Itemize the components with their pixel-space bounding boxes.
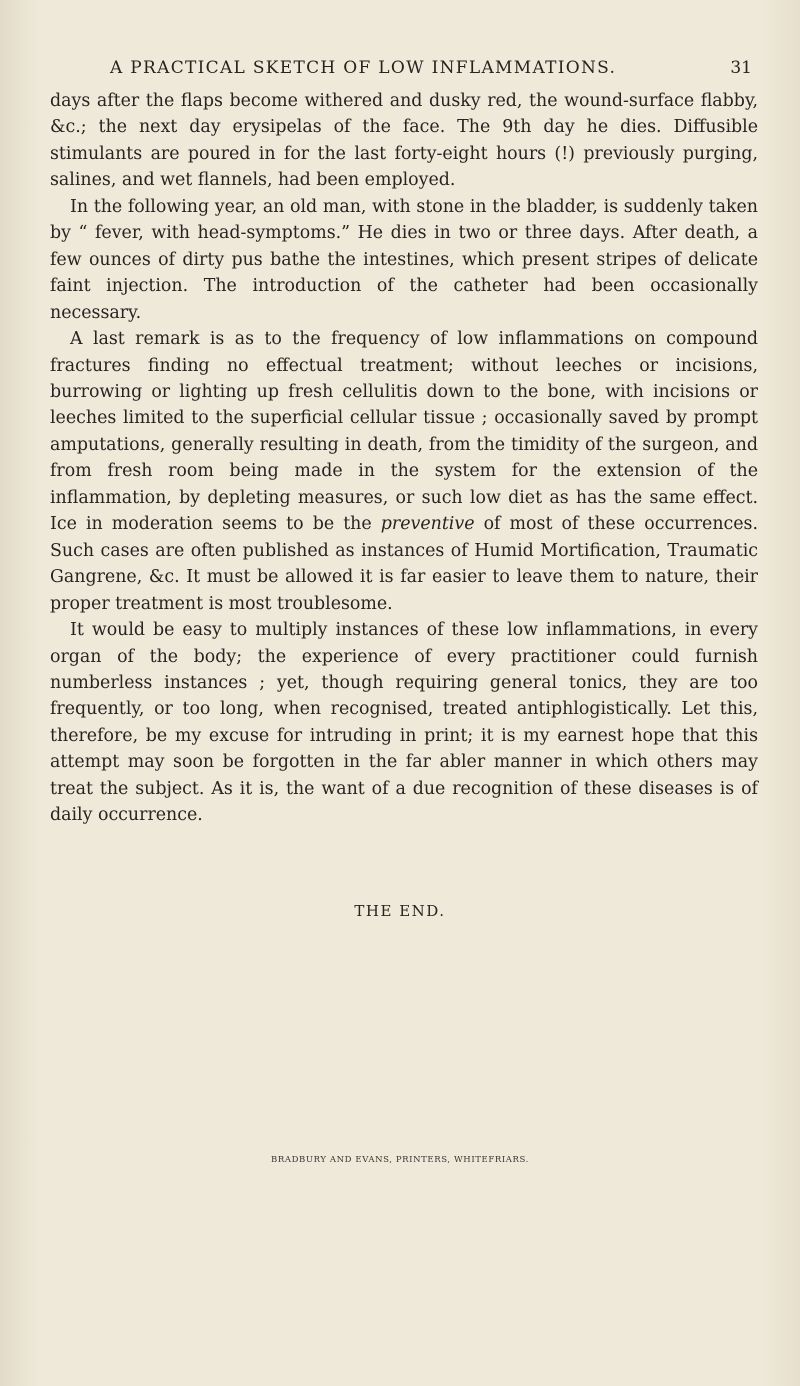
body-text xyxy=(50,88,758,829)
paragraph-bladder-case: In the following year, an old man, with stone in the bladder, is suddenly taken by “ fever, with head-symptoms.” He dies in two or three days. After death, a few ounces of dirty pus bathe the intestines, which present stripes of delicate faint injection. The introduction of the catheter had been occasionally necessary. xyxy=(50,196,758,323)
running-title: A PRACTICAL SKETCH OF LOW INFLAMMATIONS. xyxy=(110,58,617,78)
emphasis-preventive: preventive xyxy=(380,514,475,535)
running-head xyxy=(100,58,752,88)
paragraph-compound-fractures-part-2: of most of these occurrences. Such cases are often published as instances of Humid Mortification, Traumatic Gangrene, &c. It must be allowed it is far easier to leave them to nature, their proper treatment is most troublesome. xyxy=(50,514,759,614)
paragraph-compound-fractures-part-1: A last remark is as to the frequency of low inflammations on compound fractures finding no effectual treatment; without leeches or incisions, burrowing or lighting up fresh cellulitis down to the bone, with incisions or leeches limited to the superficial cellular tissue ; occasionally saved by prompt amputations, generally resulting in death, from the timidity of the surgeon, and from fresh room being made in the system for the extension of the inflammation, by depleting measures, or such low diet as has the same effect. Ice in moderation seems to be the xyxy=(50,329,758,535)
page-number: 31 xyxy=(730,58,752,78)
paragraph-continued: days after the flaps become withered and dusky red, the wound-surface flabby, &c.; the next day erysipelas of the face. The 9th day he dies. Diffusible stimulants are poured in for the last forty-eight hours (!) previously purging, salines, and wet flannels, had been employed. xyxy=(50,91,758,191)
printer-imprint: BRADBURY AND EVANS, PRINTERS, WHITEFRIARS. xyxy=(271,1155,529,1165)
paragraph-conclusion: It would be easy to multiply instances of these low inflammations, in every organ of the body; the experience of every practitioner could furnish numberless instances ; yet, though requiring general tonics, they are too frequently, or too long, when recognised, treated antiphlogistically. Let this, therefore, be my excuse for intruding in print; it is my earnest hope that this attempt may soon be forgotten in the far abler manner in which others may treat the subject. As it is, the want of a due recognition of these diseases is of daily occurrence. xyxy=(50,620,758,826)
paragraph-compound-fractures xyxy=(50,326,758,617)
end-mark: THE END. xyxy=(354,902,446,920)
